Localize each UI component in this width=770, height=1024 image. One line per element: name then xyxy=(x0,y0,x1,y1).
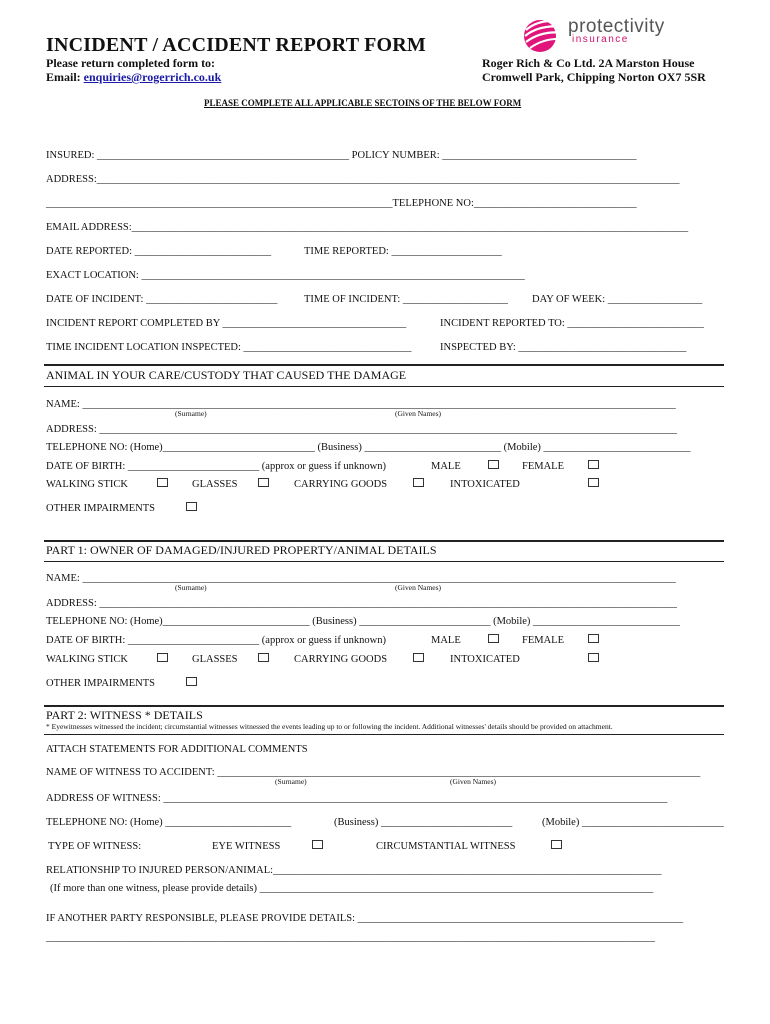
given-names-caption: (Given Names) xyxy=(395,409,442,418)
given-names-caption: (Given Names) xyxy=(450,777,497,786)
type-of-witness-label: TYPE OF WITNESS: xyxy=(48,841,142,852)
witness-tel-business-field[interactable]: (Business) _________________________ xyxy=(334,817,513,828)
glasses-label: GLASSES xyxy=(192,479,238,490)
email-link[interactable]: enquiries@rogerrich.co.uk xyxy=(83,70,222,84)
date-of-incident-field[interactable]: DATE OF INCIDENT: _________________________ xyxy=(46,294,278,305)
animal-telephone-field[interactable]: TELEPHONE NO: (Home)_____________________________ (Business) __________________________ (Mobile) ____________________________ xyxy=(46,442,691,453)
time-of-incident-field[interactable]: TIME OF INCIDENT: ____________________ xyxy=(304,294,508,305)
male-checkbox[interactable] xyxy=(488,460,499,469)
other-impairments-label: OTHER IMPAIRMENTS xyxy=(46,678,155,689)
carrying-goods-label: CARRYING GOODS xyxy=(294,479,388,490)
email-label: Email: xyxy=(46,70,81,84)
animal-name-field[interactable]: NAME: _________________________________________________________________________________________________________________ xyxy=(46,399,676,410)
surname-caption: (Surname) xyxy=(275,777,307,786)
other-impairments-checkbox[interactable] xyxy=(186,502,197,511)
circumstantial-witness-checkbox[interactable] xyxy=(551,840,562,849)
section-divider xyxy=(44,540,724,542)
eye-witness-checkbox[interactable] xyxy=(312,840,323,849)
animal-section-heading: ANIMAL IN YOUR CARE/CUSTODY THAT CAUSED THE DAMAGE xyxy=(46,368,407,382)
walking-stick-checkbox[interactable] xyxy=(157,653,168,662)
eye-witness-label: EYE WITNESS xyxy=(212,841,281,852)
logo-wordmark: protectivity xyxy=(568,16,665,37)
form-title: INCIDENT / ACCIDENT REPORT FORM xyxy=(46,34,426,56)
address-field[interactable]: ADDRESS:_______________________________________________________________________________________________________________ xyxy=(46,174,680,185)
female-label: FEMALE xyxy=(522,635,564,646)
witness-name-field[interactable]: NAME OF WITNESS TO ACCIDENT: ____________________________________________________________________________________________ xyxy=(46,767,701,778)
attach-statements-text: ATTACH STATEMENTS FOR ADDITIONAL COMMENTS xyxy=(46,744,308,755)
female-label: FEMALE xyxy=(522,461,564,472)
company-address-1: Roger Rich & Co Ltd. 2A Marston House xyxy=(482,56,695,70)
female-checkbox[interactable] xyxy=(588,634,599,643)
male-checkbox[interactable] xyxy=(488,634,499,643)
walking-stick-label: WALKING STICK xyxy=(46,479,128,490)
walking-stick-label: WALKING STICK xyxy=(46,654,128,665)
witness-tel-home-field[interactable]: TELEPHONE NO: (Home) ________________________ xyxy=(46,817,292,828)
witness-note: * Eyewitnesses witnessed the incident; circumstantial witnesses witnessed the events leading up to or following the incident. Additional witnesses' details should be provided on attachment. xyxy=(46,722,613,731)
animal-dob-field[interactable]: DATE OF BIRTH: _________________________ (approx or guess if unknown) xyxy=(46,461,387,472)
other-impairments-checkbox[interactable] xyxy=(186,677,197,686)
male-label: MALE xyxy=(431,635,461,646)
animal-address-field[interactable]: ADDRESS: ______________________________________________________________________________________________________________ xyxy=(46,424,677,435)
surname-caption: (Surname) xyxy=(175,583,207,592)
glasses-label: GLASSES xyxy=(192,654,238,665)
carrying-goods-checkbox[interactable] xyxy=(413,478,424,487)
time-reported-field[interactable]: TIME REPORTED: _____________________ xyxy=(304,246,502,257)
telephone-field[interactable]: __________________________________________________________________TELEPHONE NO:_______________________________ xyxy=(46,198,637,209)
part2-heading: PART 2: WITNESS * DETAILS xyxy=(46,708,203,722)
intoxicated-label: INTOXICATED xyxy=(450,479,520,490)
intoxicated-label: INTOXICATED xyxy=(450,654,520,665)
owner-telephone-field[interactable]: TELEPHONE NO: (Home)____________________________ (Business) _________________________ (Mobile) ____________________________ xyxy=(46,616,681,627)
witness-tel-mobile-field[interactable]: (Mobile) ___________________________ xyxy=(542,817,724,828)
reported-to-field[interactable]: INCIDENT REPORTED TO: __________________________ xyxy=(440,318,704,329)
exact-location-field[interactable]: EXACT LOCATION: _________________________________________________________________________ xyxy=(46,270,525,281)
part1-heading: PART 1: OWNER OF DAMAGED/INJURED PROPERTY/ANIMAL DETAILS xyxy=(46,543,437,557)
surname-caption: (Surname) xyxy=(175,409,207,418)
carrying-goods-label: CARRYING GOODS xyxy=(294,654,388,665)
carrying-goods-checkbox[interactable] xyxy=(413,653,424,662)
inspected-by-field[interactable]: INSPECTED BY: ________________________________ xyxy=(440,342,687,353)
walking-stick-checkbox[interactable] xyxy=(157,478,168,487)
email-address-field[interactable]: EMAIL ADDRESS:__________________________________________________________________________________________________________ xyxy=(46,222,689,233)
return-text: Please return completed form to: xyxy=(46,56,216,70)
section-divider xyxy=(44,561,724,562)
date-reported-field[interactable]: DATE REPORTED: __________________________ xyxy=(46,246,272,257)
email-line xyxy=(46,70,221,85)
female-checkbox[interactable] xyxy=(588,460,599,469)
logo-subtext: insurance xyxy=(572,34,629,45)
company-address-2: Cromwell Park, Chipping Norton OX7 5SR xyxy=(482,70,706,84)
time-inspected-field[interactable]: TIME INCIDENT LOCATION INSPECTED: ________________________________ xyxy=(46,342,412,353)
intoxicated-checkbox[interactable] xyxy=(588,478,599,487)
glasses-checkbox[interactable] xyxy=(258,653,269,662)
protectivity-logo-icon xyxy=(518,14,568,59)
another-party-line-2[interactable]: ____________________________________________________________________________________________________________________ xyxy=(46,932,655,943)
section-divider xyxy=(44,705,724,707)
insured-field[interactable]: INSURED: ________________________________________________ POLICY NUMBER: _____________________________________ xyxy=(46,150,637,161)
owner-name-field[interactable]: NAME: _________________________________________________________________________________________________________________ xyxy=(46,573,676,584)
relationship-field[interactable]: RELATIONSHIP TO INJURED PERSON/ANIMAL:__________________________________________________________________________ xyxy=(46,865,662,876)
another-party-field[interactable]: IF ANOTHER PARTY RESPONSIBLE, PLEASE PROVIDE DETAILS: ______________________________________________________________ xyxy=(46,913,684,924)
circumstantial-witness-label: CIRCUMSTANTIAL WITNESS xyxy=(376,841,516,852)
witness-address-field[interactable]: ADDRESS OF WITNESS: ________________________________________________________________________________________________ xyxy=(46,793,668,804)
glasses-checkbox[interactable] xyxy=(258,478,269,487)
form-instruction: PLEASE COMPLETE ALL APPLICABLE SECTOINS OF THE BELOW FORM xyxy=(204,98,522,108)
more-witnesses-field[interactable]: (If more than one witness, please provide details) ___________________________________________________________________________ xyxy=(50,883,654,894)
owner-address-field[interactable]: ADDRESS: ______________________________________________________________________________________________________________ xyxy=(46,598,677,609)
completed-by-field[interactable]: INCIDENT REPORT COMPLETED BY ___________________________________ xyxy=(46,318,407,329)
other-impairments-label: OTHER IMPAIRMENTS xyxy=(46,503,155,514)
owner-dob-field[interactable]: DATE OF BIRTH: _________________________ (approx or guess if unknown) xyxy=(46,635,387,646)
day-of-week-field[interactable]: DAY OF WEEK: __________________ xyxy=(532,294,703,305)
given-names-caption: (Given Names) xyxy=(395,583,442,592)
male-label: MALE xyxy=(431,461,461,472)
intoxicated-checkbox[interactable] xyxy=(588,653,599,662)
section-divider xyxy=(44,386,724,387)
section-divider xyxy=(44,364,724,366)
section-divider xyxy=(44,734,724,735)
